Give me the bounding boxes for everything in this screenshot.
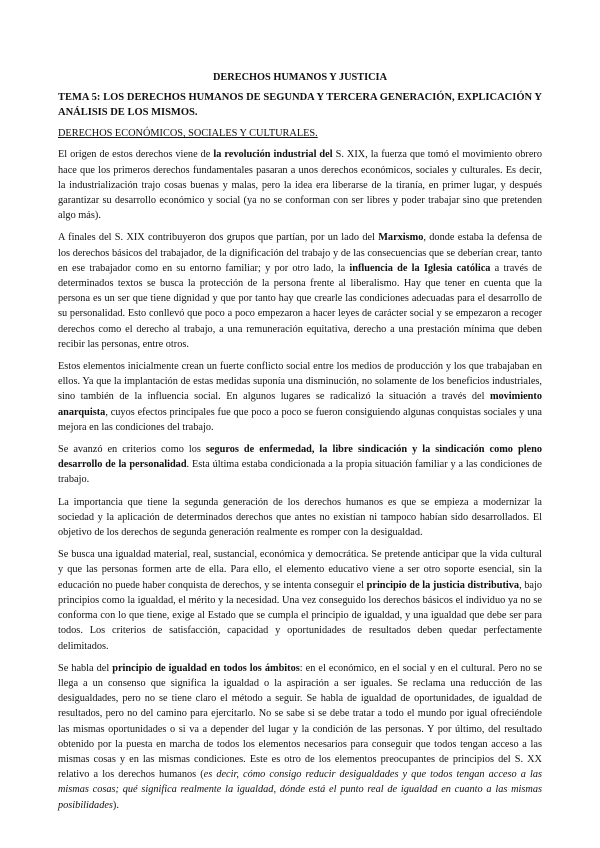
bold-text: movimiento anarquista bbox=[58, 391, 542, 418]
text: Estos elementos inicialmente crean un fuerte conflicto social entre los medios de producción y los que trabajaban en ellos. Ya que la implantación de estas medidas suponía una disminución, no solamente de los beneficios industriales, sino también de la influencia social. En algunos lugares se radicalizó la situación a través del bbox=[58, 361, 542, 403]
bold-text: la revolución industrial del bbox=[213, 149, 333, 161]
section-heading: DERECHOS ECONÓMICOS, SOCIALES Y CULTURALES. bbox=[58, 128, 318, 140]
text: Se avanzó en criterios como los bbox=[58, 444, 206, 456]
bold-text: influencia de la Iglesia católica bbox=[349, 262, 491, 274]
topic-heading: TEMA 5: LOS DERECHOS HUMANOS DE SEGUNDA Y TERCERA GENERACIÓN, EXPLICACIÓN Y ANÁLISIS DE LOS MISMOS. bbox=[58, 92, 542, 118]
text: ). bbox=[112, 799, 119, 811]
text: , bajo principios como la igualdad, el mérito y la necesidad. Una vez conseguido los derechos básicos el individuo ya no se conforma con lo que tiene, exige al Estado que se cumpla el principio de igualdad, y una igualdad que debe ser para todos. Los criterios de satisfacción, capacidad y oportunidades de resultados deben quedar perfectamente delimitados. bbox=[58, 579, 542, 652]
text: , cuyos efectos principales fue que poco a poco se fueron consiguiendo algunas conquistas sociales y una mejora en las condiciones del trabajo. bbox=[58, 406, 542, 433]
text: La importancia que tiene la segunda generación de los derechos humanos es que se empieza a modernizar la sociedad y la aplicación de determinados derechos que antes no existían ni tampoco habían sido desarrollados. El objetivo de los derechos de segunda generación realmente es romper con la desigualdad. bbox=[58, 496, 542, 539]
text: : en el económico, en el social y en el cultural. Pero no se llega a un consenso que significa la igualdad o la aspiración a ser iguales. Se reclama una reducción de las desigualdades, pero no se tiene claro el método a seguir. Se habla de igualdad de oportunidades, de igualdad de resultados, pero no del camino para ejercitarlo. No se sabe si se debe tratar a todo el mundo por igual ofreciéndole las mismas oportunidades o si va a depender del lugar y la condición de las personas. Y por último, del resultado obtenido por la puesta en marcha de todos los elementos necesarios para conseguir que todos tengan acceso a las mismas cosas y en las mismas condiciones. Este es otro de los elementos preocupantes de principios del S. XX relativo a los derechos humanos ( bbox=[58, 662, 543, 781]
document-page bbox=[58, 70, 542, 820]
text: A finales del S. XIX contribuyeron dos grupos que partían, por un lado del bbox=[58, 232, 379, 244]
italic-text: es decir, cómo consigo reducir desigualdades y que todos tengan acceso a las mismas cosas; qué significa realmente la igualdad, dónde está el punto real de igualdad en cuanto a las mismas posibilidades bbox=[58, 769, 542, 811]
paragraph bbox=[58, 547, 542, 653]
text: S. XIX, la fuerza que tomó el movimiento obrero hace que los primeros derechos fundamentales pasaran a unos derechos económicos, sociales y culturales. Es decir, la industrialización trajo cosas buenas y malas, pero la idea era liberarse de la tiranía, en primer lugar, y después garantizar su desarrollo económico y social (ya no se conforman con ser libres y poder trabajar sino que pretenden algo más). bbox=[58, 149, 542, 222]
paragraph bbox=[58, 147, 542, 223]
text: Se habla del bbox=[58, 662, 113, 674]
paragraph bbox=[58, 230, 542, 352]
paragraph bbox=[58, 359, 542, 435]
bold-text: Marxismo bbox=[378, 232, 424, 244]
text: Se busca una igualdad material, real, sustancial, económica y democrática. Se pretende anticipar que la vida cultural y que las personas formen arte de ella. Para ello, el elemento educativo viene a ser otro soporte esencial, sin la educación no puede haber conquista de derechos, y se intenta conseguir el bbox=[58, 549, 542, 591]
text: , donde estaba la defensa de los derechos básicos del trabajador, de la dignificación del trabajo y de las consecuencias que se deberían crear, tanto en ese trabajador como en su entorno familiar; y por otro lado, la bbox=[58, 232, 542, 274]
paragraph bbox=[58, 442, 542, 488]
paragraph bbox=[58, 495, 542, 541]
bold-text: seguros de enfermedad, la libre sindicación y la sindicación como pleno desarrollo de la personalidad bbox=[58, 444, 543, 471]
text: El origen de estos derechos viene de bbox=[58, 149, 214, 161]
paragraph bbox=[58, 661, 542, 813]
bold-text: principio de igualdad en todos los ámbitos bbox=[112, 662, 300, 674]
text: . Esta última estaba condicionada a la propia situación familiar y a las condiciones de trabajo. bbox=[58, 459, 542, 486]
bold-text: principio de la justicia distributiva bbox=[366, 579, 520, 591]
document-title: DERECHOS HUMANOS Y JUSTICIA bbox=[212, 72, 388, 83]
text: a través de determinados textos se busca la protección de la persona frente al liberalismo. Hay que tener en cuenta que la persona es un ser que tiene dignidad y que por tanto hay que crearle las condiciones adecuadas para el desarrollo de su personalidad. Esto conllevó que poco a poco empezaron a hacer leyes de carácter social y se empezaron a recoger derechos como el derecho al trabajo, a una remuneración equitativa, derecho a una prestación mínima que deben recibir las personas, entre otros. bbox=[58, 262, 542, 350]
